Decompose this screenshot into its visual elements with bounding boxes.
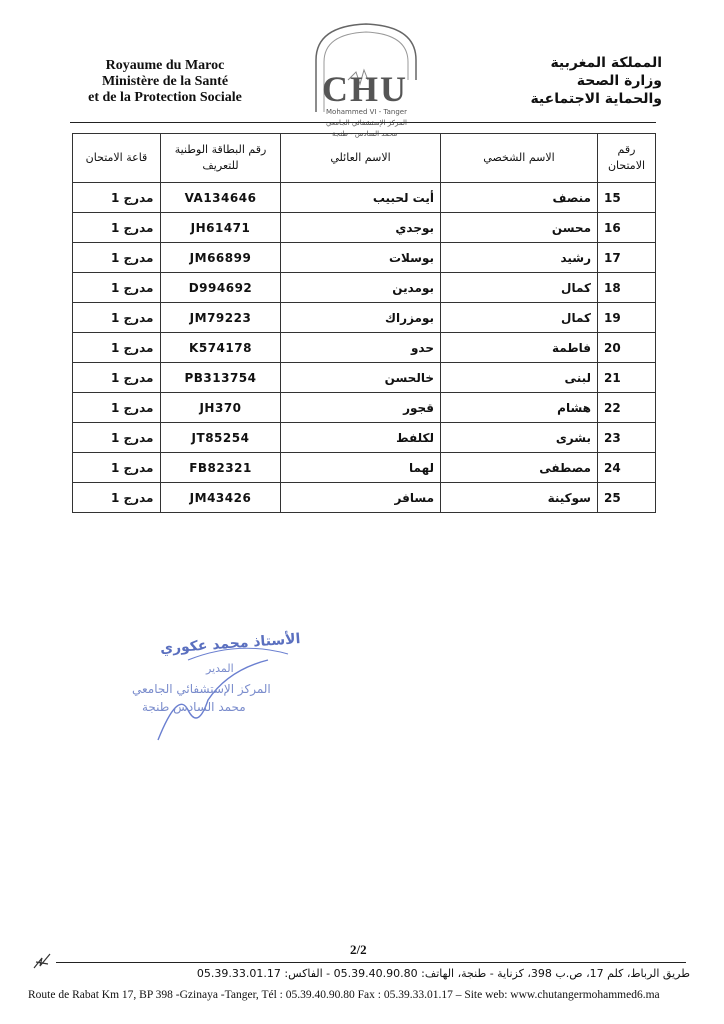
row-first-name: منصف	[441, 183, 598, 213]
logo-acronym: CHU	[322, 69, 408, 109]
stamp-line-2: المدير	[206, 662, 234, 675]
table-row	[73, 183, 656, 213]
row-last-name: مسافر	[281, 483, 441, 513]
row-number: 15	[598, 183, 656, 213]
page-number: 2/2	[350, 942, 367, 957]
row-hall-cell	[73, 423, 161, 453]
table-row	[73, 303, 656, 333]
row-hall-cell	[73, 243, 161, 273]
header-right-line-2: وزارة الصحة	[576, 73, 662, 89]
header-number: رقم الامتحان	[598, 134, 656, 183]
header-divider	[70, 122, 656, 123]
row-number: 23	[598, 423, 656, 453]
row-cin: VA134646	[161, 183, 281, 213]
footer-french-address: Route de Rabat Km 17, BP 398 -Gzinaya -Tanger, Tél : 05.39.40.90.80 Fax : 05.39.33.01.17 – Site web: www.chutangermohammed6.ma	[28, 989, 660, 1001]
row-last-name: حدو	[281, 333, 441, 363]
row-last-name: قجور	[281, 393, 441, 423]
row-first-name: فاطمة	[441, 333, 598, 363]
table-row	[73, 483, 656, 513]
row-hall-cell	[73, 213, 161, 243]
row-hall-cell	[73, 393, 161, 423]
row-hall: مدرج 1	[111, 460, 154, 475]
row-number: 20	[598, 333, 656, 363]
stamp-line-3: المركز الإستشفائي الجامعي	[132, 682, 271, 696]
row-first-name: بشرى	[441, 423, 598, 453]
stamp-line-4: محمد السادس طنجة	[142, 700, 246, 714]
row-hall-cell	[73, 363, 161, 393]
row-first-name: مصطفى	[441, 453, 598, 483]
row-number: 24	[598, 453, 656, 483]
row-hall-cell	[73, 333, 161, 363]
row-last-name: بومزراك	[281, 303, 441, 333]
row-hall-cell	[73, 483, 161, 513]
row-number: 19	[598, 303, 656, 333]
table-header-row	[73, 134, 656, 183]
header-right-line-3: والحماية الاجتماعية	[530, 91, 662, 107]
row-number: 18	[598, 273, 656, 303]
row-first-name: كمال	[441, 273, 598, 303]
row-hall: مدرج 1	[111, 490, 154, 505]
table-row	[73, 363, 656, 393]
row-number: 17	[598, 243, 656, 273]
row-cin: K574178	[161, 333, 281, 363]
row-cin: D994692	[161, 273, 281, 303]
row-hall: مدرج 1	[111, 190, 154, 205]
row-hall: مدرج 1	[111, 310, 154, 325]
row-cin: JH370	[161, 393, 281, 423]
row-cin: PB313754	[161, 363, 281, 393]
row-hall-cell	[73, 183, 161, 213]
row-hall: مدرج 1	[111, 430, 154, 445]
header-right-block	[512, 54, 662, 108]
row-first-name: هشام	[441, 393, 598, 423]
row-last-name: أيت لحبيب	[281, 183, 441, 213]
row-hall: مدرج 1	[111, 370, 154, 385]
table-row	[73, 213, 656, 243]
row-hall: مدرج 1	[111, 340, 154, 355]
header-left-line-1: Royaume du Maroc	[105, 58, 225, 73]
initials-mark-icon	[32, 950, 54, 972]
row-number: 25	[598, 483, 656, 513]
row-hall-cell	[73, 273, 161, 303]
footer-divider	[56, 962, 686, 963]
table-row	[73, 453, 656, 483]
table-row	[73, 393, 656, 423]
row-hall-cell	[73, 453, 161, 483]
table-row	[73, 333, 656, 363]
row-hall: مدرج 1	[111, 400, 154, 415]
row-number: 16	[598, 213, 656, 243]
row-hall-cell	[73, 303, 161, 333]
stamp-line-1: الأستاذ محمد عكوري	[159, 631, 301, 657]
row-first-name: محسن	[441, 213, 598, 243]
row-cin: JM43426	[161, 483, 281, 513]
logo-arabic-line-1: المركز الإستشفائي الجامعي	[326, 119, 407, 127]
header-right-line-1: المملكة المغربية	[550, 55, 662, 71]
exam-table	[72, 133, 656, 513]
header-last-name: الاسم العائلي	[281, 134, 441, 183]
row-last-name: بومدين	[281, 273, 441, 303]
table-body	[73, 183, 656, 513]
table-row	[73, 423, 656, 453]
row-hall: مدرج 1	[111, 280, 154, 295]
row-number: 22	[598, 393, 656, 423]
row-cin: JM66899	[161, 243, 281, 273]
header-left-block	[70, 58, 260, 106]
footer-arabic-address: طريق الرباط، كلم 17، ص.ب 398، كزناية - طنجة، الهاتف: 05.39.40.90.80 - الفاكس: 05.39.33.01.17	[196, 967, 690, 980]
table-row	[73, 273, 656, 303]
row-first-name: لبنى	[441, 363, 598, 393]
header-left-line-2: Ministère de la Santé	[101, 74, 229, 89]
row-last-name: بوجدي	[281, 213, 441, 243]
row-last-name: لكلفط	[281, 423, 441, 453]
row-last-name: لهما	[281, 453, 441, 483]
row-last-name: بوسلات	[281, 243, 441, 273]
row-cin: JT85254	[161, 423, 281, 453]
row-first-name: سوكينة	[441, 483, 598, 513]
row-hall: مدرج 1	[111, 250, 154, 265]
row-cin: JM79223	[161, 303, 281, 333]
row-cin: FB82321	[161, 453, 281, 483]
row-number: 21	[598, 363, 656, 393]
header-cin: رقم البطاقة الوطنية للتعريف	[161, 134, 281, 183]
row-hall: مدرج 1	[111, 220, 154, 235]
row-last-name: خالحسن	[281, 363, 441, 393]
logo-tagline: Mohammed VI - Tanger	[326, 108, 407, 116]
header-left-line-3: et de la Protection Sociale	[88, 90, 242, 105]
chu-logo	[308, 20, 424, 138]
table-row	[73, 243, 656, 273]
row-first-name: رشيد	[441, 243, 598, 273]
header-hall: قاعة الامتحان	[73, 134, 161, 183]
logo-arabic-line-2: محمد السادس - طنجة	[332, 130, 398, 138]
row-cin: JH61471	[161, 213, 281, 243]
header-first-name: الاسم الشخصي	[441, 134, 598, 183]
row-first-name: كمال	[441, 303, 598, 333]
official-stamp	[118, 630, 318, 750]
